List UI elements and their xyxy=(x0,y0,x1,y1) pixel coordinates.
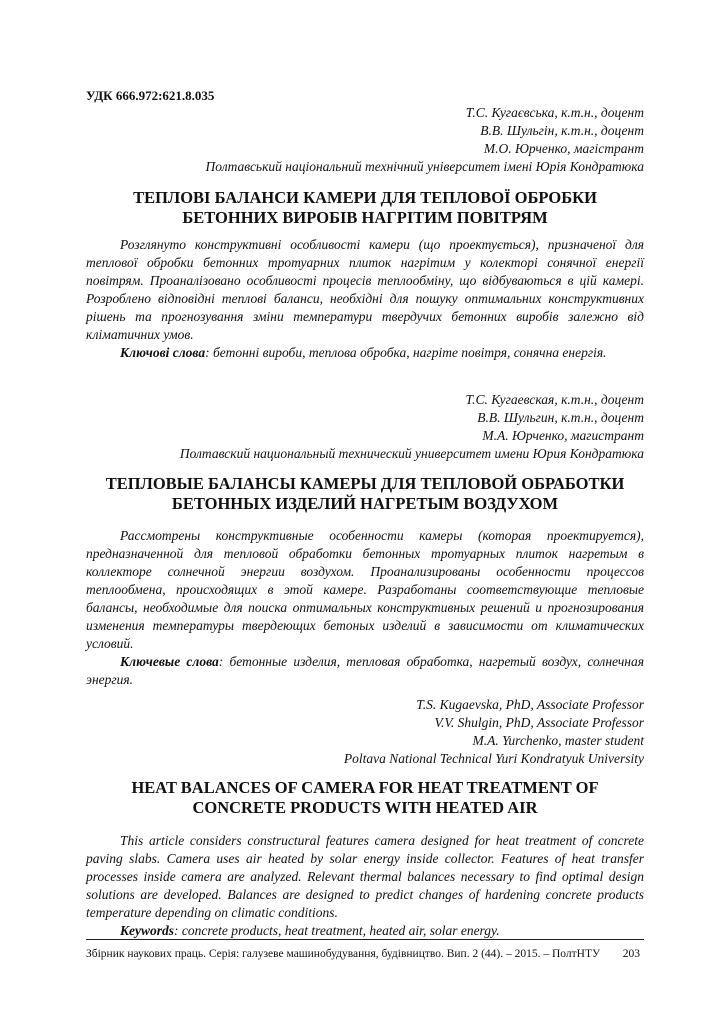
title-line: CONCRETE PRODUCTS WITH HEATED AIR xyxy=(192,798,538,817)
keywords-text: : бетонные изделия, тепловая обработка, нагретый воздух, солнечная энергия. xyxy=(86,654,644,687)
author-1-uk: Т.С. Кугаєвська, к.т.н., доцент xyxy=(465,105,644,120)
keywords-ru xyxy=(86,653,644,689)
author-3-ru: М.А. Юрченко, магистрант xyxy=(482,428,644,443)
keywords-text: : concrete products, heat treatment, heated air, solar energy. xyxy=(174,923,500,938)
author-2-uk: В.В. Шульгін, к.т.н., доцент xyxy=(480,123,644,138)
abstract-text-uk: Розглянуто конструктивні особливості камери (що проектується), призначеної для теплової обробки бетонних тротуарних плиток нагрітим у колекторі сонячної енергії повітрям. Проаналізовано особливості процесів теплообміну, що відбуваються в цій камері. Розроблено відповідні теплові баланси, необхідні для пошуку оптимальних конструктивних рішень та прогнозування зміни температури твердучих бетонних виробів залежно від кліматичних умов. xyxy=(86,237,644,342)
article-title-ru xyxy=(86,474,644,514)
abstract-ru xyxy=(86,527,644,689)
journal-reference: Збірник наукових праць. Серія: галузеве машинобудування, будівництво. Вип. 2 (44). – 2015. – ПолтНТУ xyxy=(86,948,601,960)
author-1-ru: Т.С. Кугаевская, к.т.н., доцент xyxy=(465,392,644,407)
footer-rule xyxy=(86,939,644,940)
keywords-text: : бетонні вироби, теплова обробка, нагріте повітря, сонячна енергія. xyxy=(205,345,607,360)
affiliation-uk: Полтавський національний технічний університет імені Юрія Кондратюка xyxy=(205,159,644,174)
keywords-en xyxy=(86,922,644,940)
affiliation-en: Poltava National Technical Yuri Kondratyuk University xyxy=(343,751,644,766)
article-title-en xyxy=(86,778,644,818)
keywords-label: Ключевые слова xyxy=(120,654,219,669)
page-number: 203 xyxy=(622,948,640,960)
title-line: ТЕПЛОВЫЕ БАЛАНСЫ КАМЕРЫ ДЛЯ ТЕПЛОВОЙ ОБРАБОТКИ xyxy=(105,474,625,493)
abstract-text-ru: Рассмотрены конструктивные особенности камеры (которая проектируется), предназначенной для тепловой обработки бетонных тротуарных плиток нагретым в коллекторе солнечной энергии воздухом. Проанализированы особенности процессов теплообмена, происходящих в этой камере. Разработаны соответствующие тепловые балансы, необходимые для поиска оптимальных конструктивных решений и прогнозирования изменения температуры твердеющих бетоных изделий в зависимости от климатических условий. xyxy=(86,528,644,651)
article-title-uk xyxy=(86,188,644,228)
author-3-uk: М.О. Юрченко, магістрант xyxy=(483,141,644,156)
author-3-en: M.A. Yurchenko, master student xyxy=(472,733,644,748)
abstract-text-en: This article considers constructural features camera designed for heat treatment of concrete paving slabs. Camera uses air heated by solar energy inside collector. Features of heat transfer processes inside camera are analyzed. Relevant thermal balances necessary to find optimal design solutions are developed. Balances are designed to predict changes of hardening concrete products temperature depending on climatic conditions. xyxy=(86,833,644,920)
title-line: HEAT BALANCES OF CAMERA FOR HEAT TREATMENT OF xyxy=(131,778,599,797)
page-footer xyxy=(86,948,644,960)
title-line: БЕТОННЫХ ИЗДЕЛИЙ НАГРЕТЫМ ВОЗДУХОМ xyxy=(171,494,559,513)
keywords-label: Ключові слова xyxy=(120,345,206,360)
abstract-uk xyxy=(86,236,644,362)
title-line: БЕТОННИХ ВИРОБІВ НАГРІТИМ ПОВІТРЯМ xyxy=(182,208,548,227)
keywords-uk xyxy=(86,344,644,362)
author-2-en: V.V. Shulgin, PhD, Associate Professor xyxy=(434,715,644,730)
authors-block-ru xyxy=(180,391,644,463)
authors-block-en xyxy=(344,696,644,768)
keywords-label: Keywords xyxy=(120,923,174,938)
author-2-ru: В.В. Шульгин, к.т.н., доцент xyxy=(477,410,644,425)
title-line: ТЕПЛОВІ БАЛАНСИ КАМЕРИ ДЛЯ ТЕПЛОВОЇ ОБРОБКИ xyxy=(133,188,597,207)
udc-code: УДК 666.972:621.8.035 xyxy=(86,88,215,103)
author-1-en: T.S. Kugaevska, PhD, Associate Professor xyxy=(416,697,644,712)
authors-block-uk xyxy=(206,104,644,176)
abstract-en xyxy=(86,832,644,940)
affiliation-ru: Полтавский национальный технический университет имени Юрия Кондратюка xyxy=(179,446,644,461)
